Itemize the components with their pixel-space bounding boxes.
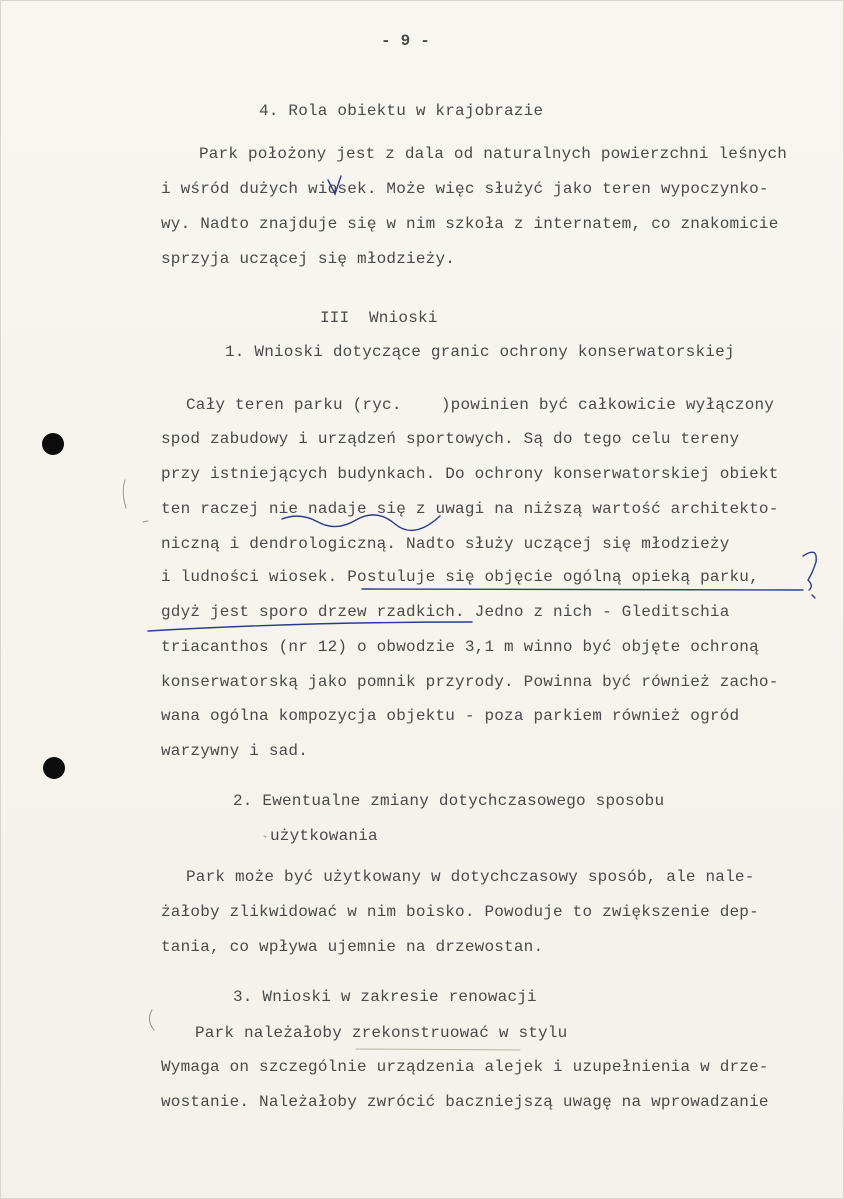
paragraph-line: Park może być użytkowany w dotychczasowy sposób, ale nale-	[186, 868, 755, 886]
subsection-heading: 1. Wnioski dotyczące granic ochrony konserwatorskiej	[225, 343, 735, 361]
paragraph-line: Park należałoby zrekonstruować w stylu	[195, 1024, 568, 1042]
paragraph-line: i wśród dużych wiosek. Może więc służyć jako teren wypoczynko-	[161, 180, 769, 198]
pen-tick	[812, 595, 815, 598]
subsection-heading: 2. Ewentualne zmiany dotychczasowego sposobu	[233, 792, 665, 810]
paragraph-line: żałoby zlikwidować w nim boisko. Powoduje to zwiększenie dep-	[161, 903, 759, 921]
pencil-dot	[264, 836, 266, 837]
section-heading: 4. Rola obiektu w krajobrazie	[259, 102, 544, 120]
paragraph-line: Cały teren parku (ryc. )powinien być całkowicie wyłączony	[186, 396, 775, 414]
paragraph-line: gdyż jest sporo drzew rzadkich. Jedno z nich - Gleditschia	[161, 603, 730, 621]
paragraph-line: wy. Nadto znajduje się w nim szkoła z internatem, co znakomicie	[161, 215, 779, 233]
paragraph-line: sprzyja uczącej się młodzieży.	[161, 250, 456, 268]
paragraph-line: tania, co wpływa ujemnie na drzewostan.	[161, 938, 544, 956]
paragraph-line: spod zabudowy i urządzeń sportowych. Są do tego celu tereny	[161, 430, 740, 448]
page-number: - 9 -	[381, 32, 431, 50]
paragraph-line: wostanie. Należałoby zwrócić baczniejszą uwagę na wprowadzanie	[161, 1093, 769, 1111]
chapter-heading: III Wnioski	[320, 309, 438, 327]
subsection-heading-continued: użytkowania	[270, 827, 378, 845]
paragraph-line: warzywny i sad.	[161, 742, 309, 760]
pen-underline-wavy	[282, 515, 440, 531]
paragraph-line: ten raczej nie nadaje się z uwagi na niższą wartość architekto-	[161, 500, 779, 518]
paragraph-line: wana ogólna kompozycja objektu - poza parkiem również ogród	[161, 707, 740, 725]
paragraph-line: konserwatorską jako pomnik przyrody. Powinna być również zacho-	[161, 673, 779, 691]
pencil-margin-mark-2	[149, 1010, 154, 1030]
pen-underline	[362, 589, 803, 590]
pen-correction-mark	[328, 176, 341, 194]
pencil-margin-mark	[123, 480, 126, 508]
paragraph-line: Wymaga on szczególnie urządzenia alejek i uzupełnienia w drze-	[161, 1058, 769, 1076]
paragraph-line: triacanthos (nr 12) o obwodzie 3,1 m winno być objęte ochroną	[161, 638, 759, 656]
pencil-underline	[356, 1049, 520, 1050]
subsection-heading: 3. Wnioski w zakresie renowacji	[233, 988, 537, 1006]
paragraph-line: niczną i dendrologiczną. Nadto służy uczącej się młodzieży	[161, 535, 730, 553]
paragraph-line: Park położony jest z dala od naturalnych powierzchni leśnych	[199, 145, 788, 163]
question-mark-icon	[803, 552, 816, 590]
paragraph-line: przy istniejących budynkach. Do ochrony konserwatorskiej obiekt	[161, 465, 779, 483]
paragraph-line: i ludności wiosek. Postuluje się objęcie ogólną opieką parku,	[161, 568, 759, 586]
pen-underline-long	[148, 622, 472, 631]
pencil-margin-dash	[143, 521, 148, 522]
